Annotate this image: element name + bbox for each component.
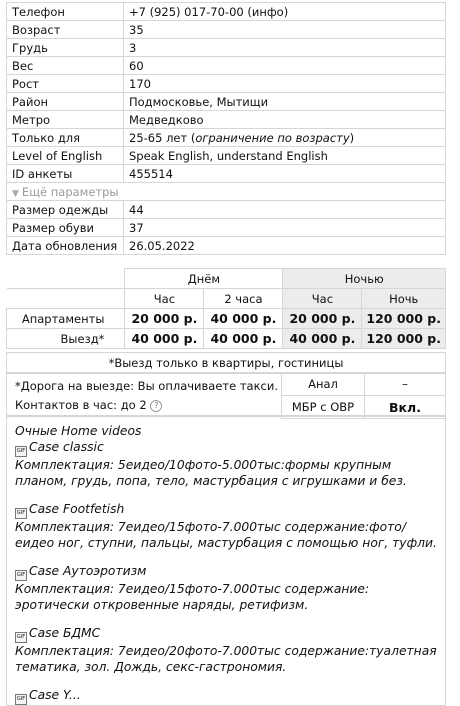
- param-row: [7, 93, 446, 111]
- param-value: Speak English, understand English: [124, 147, 446, 165]
- param-row: [7, 75, 446, 93]
- param-row: [7, 3, 446, 21]
- video-item: [15, 501, 437, 551]
- param-label: Размер одежды: [7, 201, 124, 219]
- video-item: [15, 439, 437, 489]
- extra-label: МБР с ОВР: [282, 396, 365, 419]
- video-item: [15, 563, 437, 613]
- param-value: 35: [124, 21, 446, 39]
- road-note: *Дорога на выезде: Вы оплачиваете такси.: [15, 379, 278, 393]
- outcall-note: *Выезд только в квартиры, гостиницы: [6, 352, 446, 374]
- param-label: Размер обуви: [7, 219, 124, 237]
- video-desc: Комплектация: 7еидео/15фото-7.000тыс содержание: эротически откровенные наряды, ретифизм.: [15, 582, 370, 612]
- gif-icon: GIF: [15, 694, 27, 705]
- gif-icon: GIF: [15, 446, 27, 457]
- video-desc: Комплектация: 7еидео/15фото-7.000тыс содержание:фото/еидео ног, ступни, пальцы, мастурбация с помощью ног, туфли.: [15, 520, 437, 550]
- extra-value: –: [365, 373, 446, 396]
- night-hour-header: Час: [283, 289, 362, 309]
- triangle-down-icon: ▼: [12, 188, 19, 199]
- outcall-label: Выезд*: [7, 329, 125, 349]
- video-item: [15, 687, 437, 705]
- param-row: [7, 219, 446, 237]
- param-value: +7 (925) 017-70-00 (инфо): [124, 3, 446, 21]
- night-full-header: Ночь: [362, 289, 446, 309]
- extra-label: Анал: [282, 373, 365, 396]
- apartments-label: Апартаменты: [7, 309, 125, 329]
- contacts-per-hour: Контактов в час: до 2 ?: [15, 396, 278, 415]
- param-row: [7, 129, 446, 147]
- param-label: Метро: [7, 111, 124, 129]
- video-desc: Комплектация: 7еидео/20фото-7.000тыс содержание:туалетная тематика, зол. Дождь, секс-гастрономия.: [15, 644, 437, 674]
- param-label: Район: [7, 93, 124, 111]
- video-title: Case Y...: [29, 688, 81, 702]
- videos-block: [6, 416, 446, 706]
- param-value: 44: [124, 201, 446, 219]
- video-title: Case Footfetish: [29, 502, 125, 516]
- more-params-label: Ещё параметры: [21, 184, 119, 199]
- param-label: Грудь: [7, 39, 124, 57]
- price-cell: 40 000 р.: [283, 329, 362, 349]
- day-2hours-header: 2 часа: [204, 289, 283, 309]
- param-value: 37: [124, 219, 446, 237]
- param-value: 25-65 лет (ограничение по возрасту): [124, 129, 446, 147]
- param-label: Возраст: [7, 21, 124, 39]
- extras-table: [281, 372, 446, 419]
- extras-block: [6, 372, 446, 416]
- video-desc: Комплектация: 5еидео/10фото-5.000тыс:формы крупным планом, грудь, попа, тело, мастурбация с игрушками и без.: [15, 458, 407, 488]
- help-icon[interactable]: ?: [150, 400, 162, 412]
- param-value: Подмосковье, Мытищи: [124, 93, 446, 111]
- price-cell: 40 000 р.: [125, 329, 204, 349]
- param-row: [7, 201, 446, 219]
- price-cell: 20 000 р.: [125, 309, 204, 329]
- day-hour-header: Час: [125, 289, 204, 309]
- price-cell: 120 000 р.: [362, 329, 446, 349]
- param-value: 455514: [124, 165, 446, 183]
- param-label: Рост: [7, 75, 124, 93]
- extra-value: Вкл.: [365, 396, 446, 419]
- video-item: [15, 625, 437, 675]
- more-params-toggle[interactable]: [7, 183, 446, 201]
- prices-table: [6, 268, 446, 349]
- price-cell: 40 000 р.: [204, 309, 283, 329]
- price-cell: 40 000 р.: [204, 329, 283, 349]
- param-value: 60: [124, 57, 446, 75]
- param-row: [7, 39, 446, 57]
- param-value: 3: [124, 39, 446, 57]
- profile-params-table: [6, 2, 446, 255]
- video-title: Case classic: [29, 440, 104, 454]
- param-row: [7, 21, 446, 39]
- video-title: Case БДМС: [29, 626, 101, 640]
- param-row: [7, 165, 446, 183]
- price-cell: 120 000 р.: [362, 309, 446, 329]
- param-value: 170: [124, 75, 446, 93]
- param-label: ID анкеты: [7, 165, 124, 183]
- price-cell: 20 000 р.: [283, 309, 362, 329]
- param-row: [7, 57, 446, 75]
- param-label: Дата обновления: [7, 237, 124, 255]
- gif-icon: GIF: [15, 632, 27, 643]
- video-title: Case Аутоэротизм: [29, 564, 147, 578]
- param-value: 26.05.2022: [124, 237, 446, 255]
- param-row: [7, 147, 446, 165]
- param-label: Только для: [7, 129, 124, 147]
- param-label: Телефон: [7, 3, 124, 21]
- param-row: [7, 111, 446, 129]
- param-label: Вес: [7, 57, 124, 75]
- param-label: Level of English: [7, 147, 124, 165]
- night-header: Ночью: [283, 269, 446, 289]
- videos-title: Очные Home videos: [15, 424, 142, 438]
- param-value: Медведково: [124, 111, 446, 129]
- gif-icon: GIF: [15, 508, 27, 519]
- gif-icon: GIF: [15, 570, 27, 581]
- day-header: Днём: [125, 269, 283, 289]
- param-row: [7, 237, 446, 255]
